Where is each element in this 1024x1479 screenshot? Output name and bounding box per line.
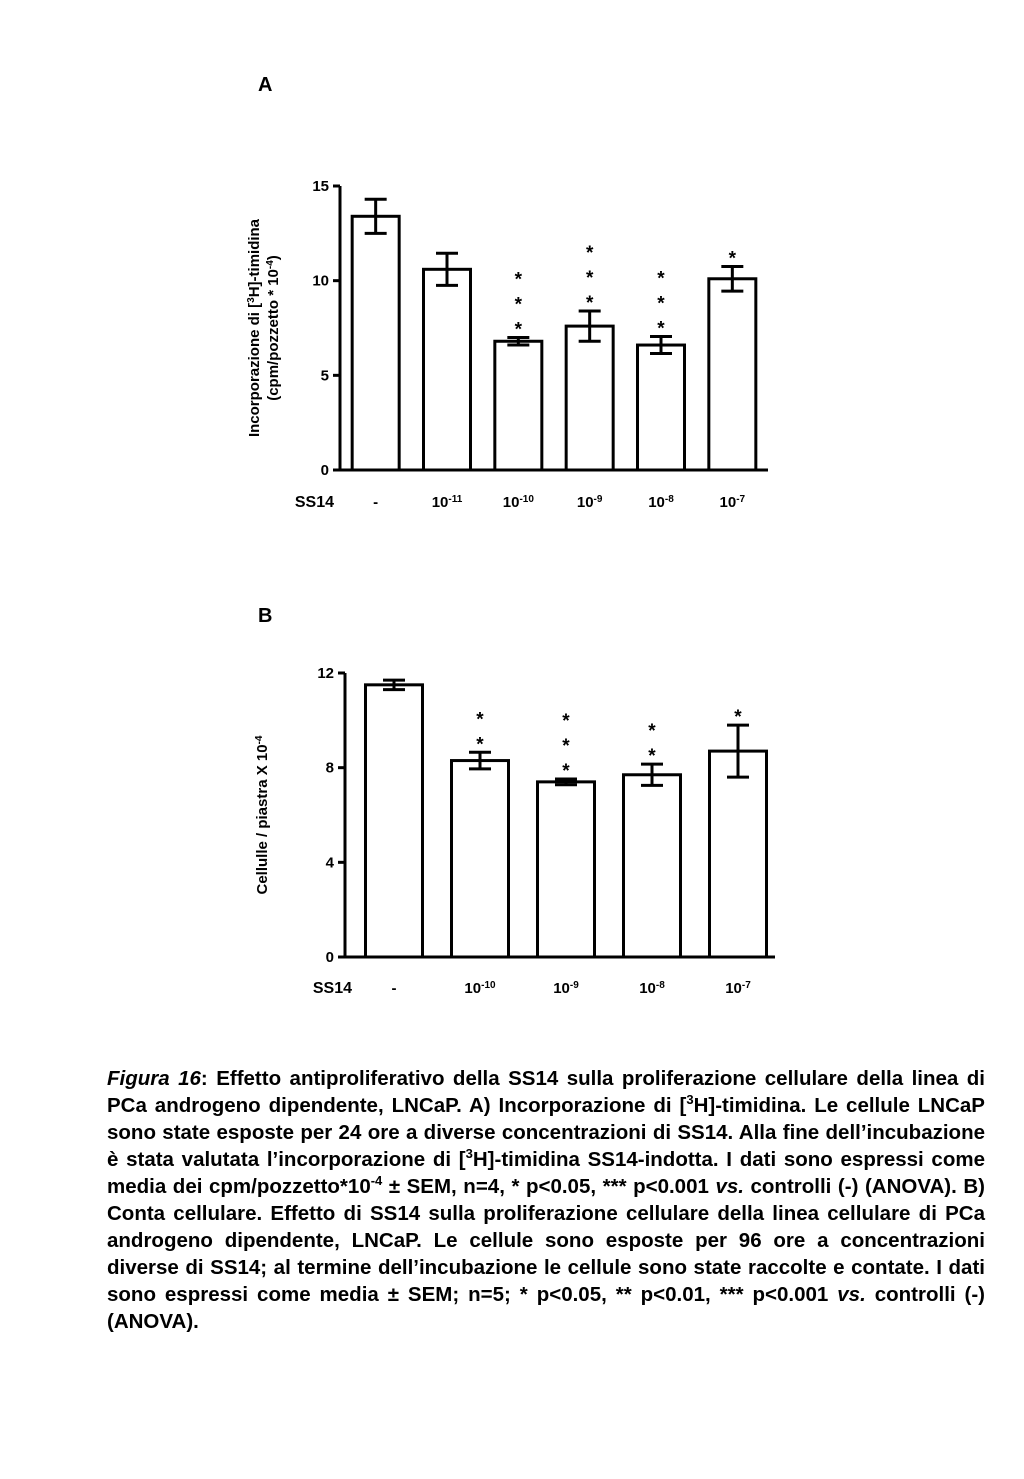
x-tick-label: - xyxy=(373,494,379,511)
x-tick-label: $10^{-10}$ xyxy=(464,979,496,997)
panel-a-label: A xyxy=(258,74,273,96)
y-axis-label-line2: (cpm/pozzetto * $10^{-4}$) xyxy=(264,255,282,401)
x-tick-label: - xyxy=(391,980,397,997)
y-tick-label: 15 xyxy=(312,178,329,195)
x-tick-label: $10^{-11}$ xyxy=(431,493,463,511)
caption-text-2: H]-timidina. Le cellule LNCaP sono state esposte per 24 ore a diverse concentrazioni di SS14. Alla fine dell’incubazione è stata valutata l’incorporazione di [ xyxy=(107,1094,985,1171)
caption-vs-1: vs. xyxy=(715,1175,744,1198)
bar xyxy=(538,782,595,957)
bar xyxy=(710,751,767,957)
caption-sup-2: 3 xyxy=(465,1146,473,1162)
significance-star: * xyxy=(657,268,665,290)
significance-star: * xyxy=(514,319,523,341)
x-axis-label: SS14 xyxy=(312,980,352,997)
x-tick-label: $10^{-10}$ xyxy=(502,493,534,511)
y-axis-label: Cellulle / piastra X $10^{-4}$ xyxy=(253,735,271,895)
x-tick-label: $10^{-9}$ xyxy=(553,979,579,997)
caption-text-5: controlli (-) (ANOVA). B) Conta cellulare. Effetto di SS14 sulla proliferazione cellulare della linea cellulare di PCa androgeno dipendente, LNCaP. Le cellule sono esposte per 96 ore a concentrazioni diverse di SS14; al termine dell’incubazione le cellule sono state raccolte e contate. I dati sono espressi come media ± SEM; n=5; * p<0.05, ** p<0.01, *** p<0.001 xyxy=(107,1175,985,1306)
x-axis-label: SS14 xyxy=(294,494,334,511)
significance-star: * xyxy=(476,709,484,731)
caption-text-1: : Effetto antiproliferativo della SS14 sulla proliferazione cellulare della linea di PCa androgeno dipendente, LNCaP. A) Incorporazione di [ xyxy=(107,1067,985,1117)
caption-text-4: ± SEM, n=4, * p<0.05, *** p<0.001 xyxy=(382,1175,716,1198)
significance-star: * xyxy=(648,721,656,743)
bar xyxy=(452,761,509,957)
x-tick-label: $10^{-7}$ xyxy=(725,979,751,997)
bar xyxy=(366,685,423,957)
y-tick-label: 4 xyxy=(325,854,334,872)
caption-vs-2: vs. xyxy=(837,1283,866,1306)
x-tick-label: $10^{-8}$ xyxy=(639,979,665,997)
y-tick-label: 12 xyxy=(317,665,334,682)
significance-star: * xyxy=(728,248,737,270)
caption-sup-3: -4 xyxy=(370,1173,383,1189)
significance-star: * xyxy=(562,711,570,733)
y-tick-label: 5 xyxy=(320,367,329,385)
significance-star: * xyxy=(585,242,594,264)
caption-figure-label: Figura 16 xyxy=(107,1067,201,1090)
x-tick-label: $10^{-7}$ xyxy=(719,493,746,511)
significance-star: * xyxy=(514,294,523,316)
significance-star: * xyxy=(585,267,594,289)
x-tick-label: $10^{-8}$ xyxy=(648,493,674,511)
x-tick-label: $10^{-9}$ xyxy=(576,493,603,511)
significance-star: * xyxy=(585,292,594,314)
y-tick-label: 10 xyxy=(312,272,329,290)
significance-star: * xyxy=(562,761,570,783)
significance-star: * xyxy=(657,318,665,340)
figure-caption xyxy=(107,1065,985,1335)
y-tick-label: 8 xyxy=(325,759,334,777)
y-tick-label: 0 xyxy=(325,949,334,966)
y-axis-label: Incorporazione di [$^3$H]-timidina xyxy=(245,218,263,438)
caption-text-3: H]-timidina SS14-indotta. I dati sono espressi come media dei cpm/pozzetto*10 xyxy=(107,1148,985,1198)
significance-star: * xyxy=(476,734,484,756)
caption-text-6: controlli (-) (ANOVA). xyxy=(107,1283,986,1333)
significance-star: * xyxy=(648,746,656,768)
y-tick-label: 0 xyxy=(320,462,329,479)
significance-star: * xyxy=(657,293,665,315)
bar xyxy=(624,775,681,957)
caption-sup-1: 3 xyxy=(686,1092,694,1108)
significance-star: * xyxy=(514,269,523,291)
panel-b-label: B xyxy=(258,605,273,627)
significance-star: * xyxy=(734,707,742,729)
significance-star: * xyxy=(562,736,570,758)
